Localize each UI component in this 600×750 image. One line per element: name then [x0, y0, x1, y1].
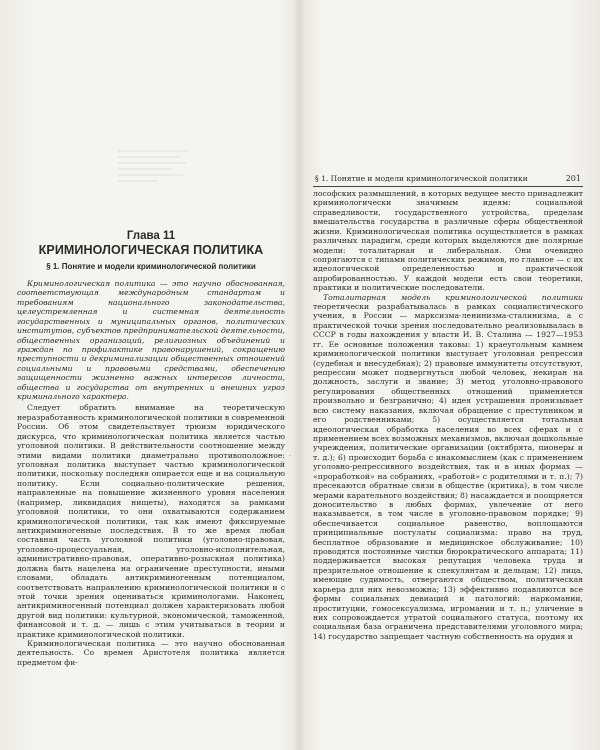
page-number: 201: [565, 174, 581, 183]
book-gutter: [292, 0, 306, 750]
model-text: теоретически разрабатывалась в рамках социалистического учения, в России — марксизма-ленинизма-сталинизма, а с практической точки зрения последовательно реализовывалась в СССР в годы нахождения у власти И. В. Сталина — 1927—1953 гг. Ее основные положения таковы: 1) краеугольным камнем криминологической политики выступает уголовная репрессия (судебная и внесудебная); 2) правовые иммунитеты отсутствуют, репрессии может подвергнуться любой человек, некиран на должность, заслуги и звание; 3) метод уголовно-правового регулирования общественных отношений применяется произвольно и безгранично; 4) идея устрашения пронизывает всю систему наказания, включая обращение с преступником и его родственниками; 5) осуществляется тотальная идеологическая обработка населения во всех сферах и с применением всех возможных механизмов, включая дошкольные учреждения, политические организации (октябрята, пионеры и т. д.); 6) происходит борьба с инакомыслием (как с применением уголовно-репрессивного воздействия, так и в иных формах — «проработкой» на собраниях, «работой» с родителями и т. п.); 7) пресекаются обратные связи в обществе (критика), в том числе мерами карательного воздействия; 8) насаждается и поощряется доносительство в любых формах, увлечение от него наказывается, в том числе в уголовно-правовом порядке; 9) обеспечивается социальное равенство, воплощаются принципиальные постулаты социализма: право на труд, бесплатное образование и медицинское обслуживание; 10) проводятся постоянные чистки бюрократического аппарата; 11) поддерживается высокая репутация человека труда и презрительное отношение к спекулянтам и дельцам; 12) лица, имеющие судимость, отвергаются обществом, политическая карьера для них невозможна; 13) эффективно подавляются все формы социальных девиаций и патологий: наркомании, проституции, гомосексуализма, игромании и т. п.; уличение в них сопровождается утратой социального статуса, поэтому их социальная база ограничена представителями уголовного мира; 14) государство запрещает частную собственность на орудия и: [313, 302, 583, 641]
gutter-mark: ·: [289, 453, 291, 460]
definition-text: — это научно обоснованная, соответствующая международным стандартам и требованиям национального законодательства, целеустремленная и системная деятельность государственных и муниципальных органов, политических институтов, субъектов предпринимательской деятельности, общественных организаций, религиозных объединений и граждан по профилактике правонарушений, сокращению преступности и декриминализации общественных отношений социальными и правовыми средствами, обеспечению защищенности жизненно важных интересов личности, общества и государства от внутренних и внешних угроз криминального характера.: [17, 279, 285, 402]
chapter-title: КРИМИНОЛОГИЧЕСКАЯ ПОЛИТИКА: [38, 243, 264, 257]
left-page-text: [17, 279, 285, 667]
right-page-text: [313, 189, 583, 641]
chapter-heading: [17, 230, 285, 258]
definition-paragraph: [17, 279, 285, 401]
model-paragraph: [313, 293, 583, 642]
model-term: Тоталитарная модель криминологической политики: [323, 292, 583, 302]
body-paragraph: Криминологическая политика — это научно обоснованная деятельность. Со времен Аристотеля политика является предметом фи-: [17, 639, 285, 667]
chapter-number: Глава 11: [126, 230, 176, 242]
running-header: [313, 173, 583, 187]
section-heading: § 1. Понятие и модели криминологической политики: [46, 262, 256, 271]
running-header-title: § 1. Понятие и модели криминологической политики: [315, 174, 528, 183]
body-paragraph: лософских размышлений, в которых ведущее место принадлежит криминологически значимым идеям: социальной справедливости, государственного устройства, пределам вмешательства государства в различные сферы общественной жизни. Криминологическая политика осуществляется в рамках различных парадигм, среди которых выделяются две полярные модели: тоталитарная и либеральная. Они очевидно сопрягаются с типами политических режимов, но главное — с их идеологической определенностью и практической апробированностью. У каждой модели есть свои теоретики, практики и политические последователи.: [313, 189, 583, 293]
body-paragraph: Следует обратить внимание на теоретическую неразработанность криминологической политики в современной России. Об этом свидетельствует трюизм юридического дискурса, что криминологическая политика является частью уголовной политики. В действительности соотношение между этими видами политики диаметрально противоположное: уголовная политика выступает частью криминологической политики, поскольку последняя опирается еще и на социальную политику. Если социально-политические решения, направленные на повышение жизненного уровня населения (например, ликвидация нищеты), находятся за рамками уголовной политики, то они охватываются содержанием криминологической политики, так как имеют фиксируемые антикриминогенные последствия. В то же время любая составная часть уголовной политики (уголовно-правовая, уголовно-процессуальная, уголовно-исполнительная, административно-правовая, оперативно-розыскная политика) должна быть нацелена на ограничение преступности, иными словами, обладать антикриминогенным потенциалом, соответствовать направлению криминологической политики и с этой точки зрения оцениваться криминологами. Наконец, антикриминогенный потенциал должен характеризовать любой другой вид политики: культурной, экономической, таможенной, финансовой и т. д. — лишь с этим учитываться в теории и практике криминологической политики.: [17, 403, 285, 639]
definition-term: Криминологическая политика: [27, 279, 156, 288]
bleed-through-text: [118, 150, 188, 210]
